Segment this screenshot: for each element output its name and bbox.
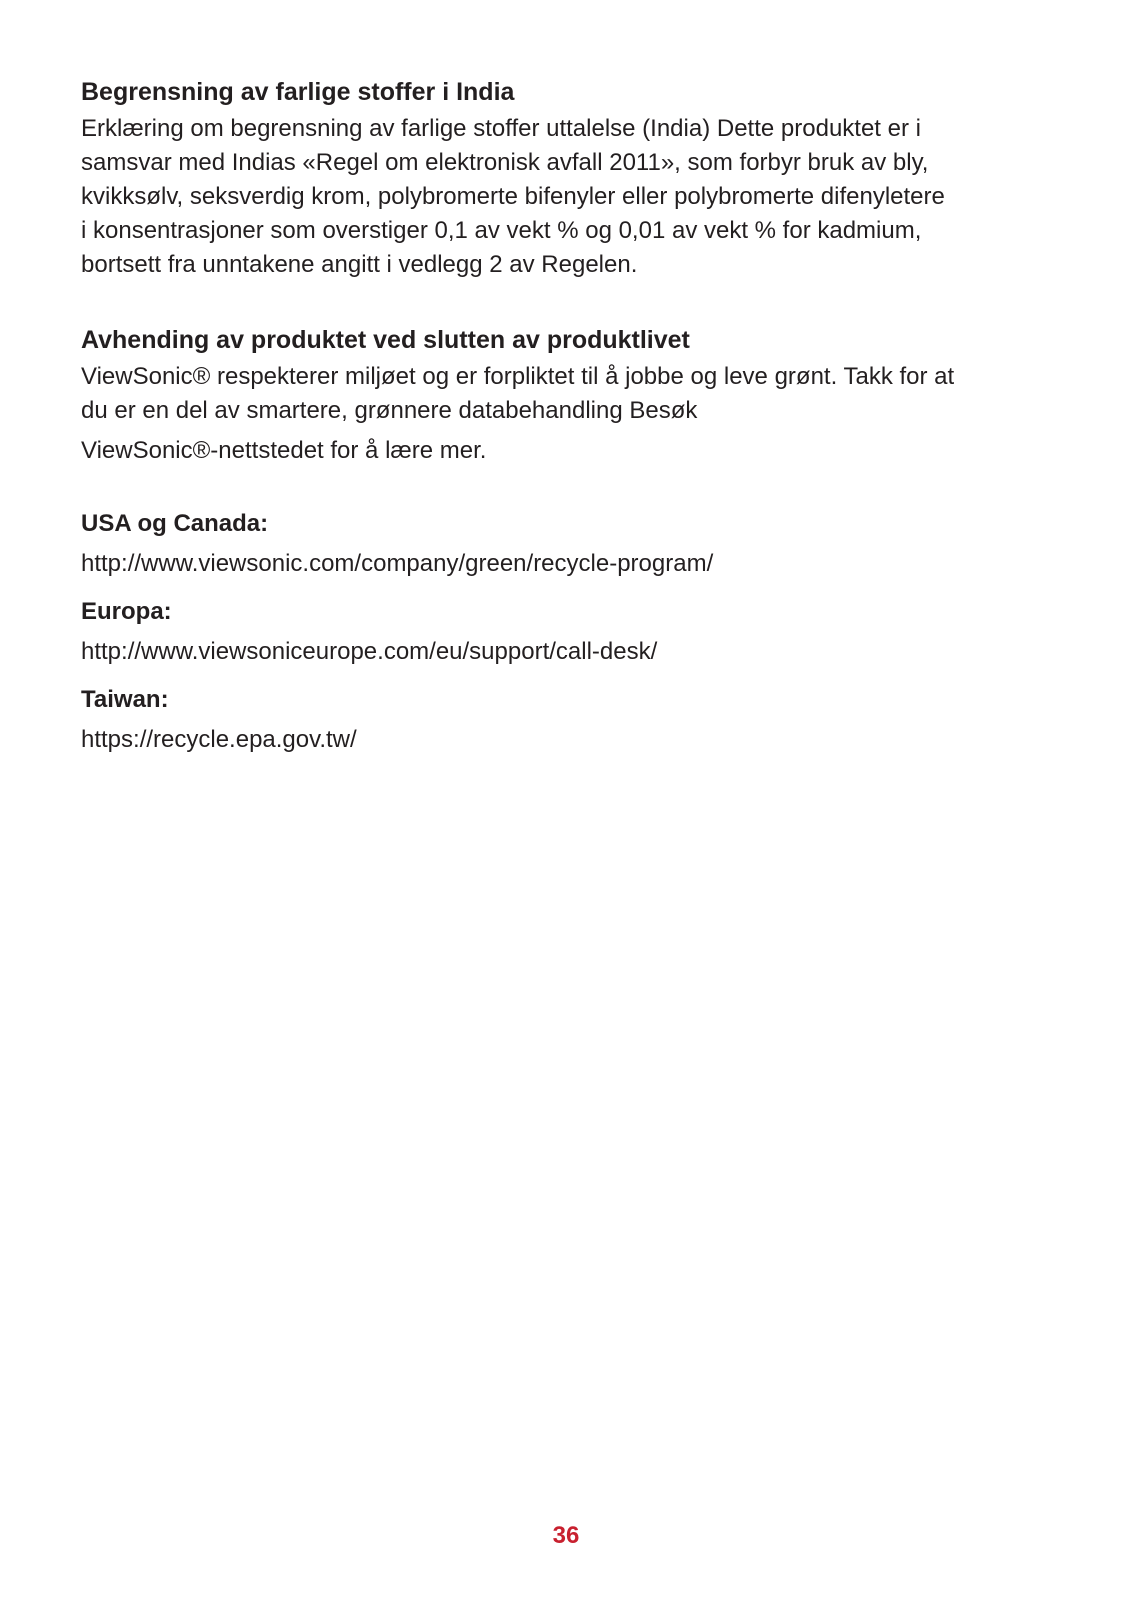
- section-heading: Begrensning av farlige stoffer i India: [81, 78, 515, 106]
- section-paragraph: [81, 360, 1051, 468]
- section-paragraph: [81, 112, 1051, 282]
- paragraph-line: bortsett fra unntakene angitt i vedlegg 2 av Regelen.: [81, 251, 638, 278]
- region-europe: [81, 596, 1051, 668]
- region-label: Europa:: [81, 598, 172, 625]
- paragraph-line: kvikksølv, seksverdig krom, polybromerte bifenyler eller polybromerte difenyletere: [81, 183, 945, 210]
- region-usa-canada: [81, 508, 1051, 580]
- page-content: [81, 76, 1051, 756]
- paragraph-line: i konsentrasjoner som overstiger 0,1 av vekt % og 0,01 av vekt % for kadmium,: [81, 217, 922, 244]
- region-url-link[interactable]: http://www.viewsoniceurope.com/eu/support/call-desk/: [81, 638, 658, 665]
- region-url-link[interactable]: http://www.viewsonic.com/company/green/recycle-program/: [81, 550, 714, 577]
- paragraph-line: ViewSonic® respekterer miljøet og er forpliktet til å jobbe og leve grønt. Takk for at: [81, 363, 955, 390]
- paragraph-line: ViewSonic®-nettstedet for å lære mer.: [81, 437, 487, 464]
- paragraph-line: Erklæring om begrensning av farlige stoffer uttalelse (India) Dette produktet er i: [81, 115, 921, 142]
- region-taiwan: [81, 684, 1051, 756]
- paragraph-line: du er en del av smartere, grønnere databehandling Besøk: [81, 397, 698, 424]
- region-label: Taiwan:: [81, 686, 169, 713]
- section-product-disposal: [81, 324, 1051, 756]
- section-india-hazardous-substances: [81, 76, 1051, 282]
- section-heading: Avhending av produktet ved slutten av produktlivet: [81, 326, 690, 354]
- page-number: 36: [552, 1522, 580, 1549]
- paragraph-line: samsvar med Indias «Regel om elektronisk avfall 2011», som forbyr bruk av bly,: [81, 149, 929, 176]
- region-label: USA og Canada:: [81, 510, 269, 537]
- region-url-link[interactable]: https://recycle.epa.gov.tw/: [81, 726, 357, 753]
